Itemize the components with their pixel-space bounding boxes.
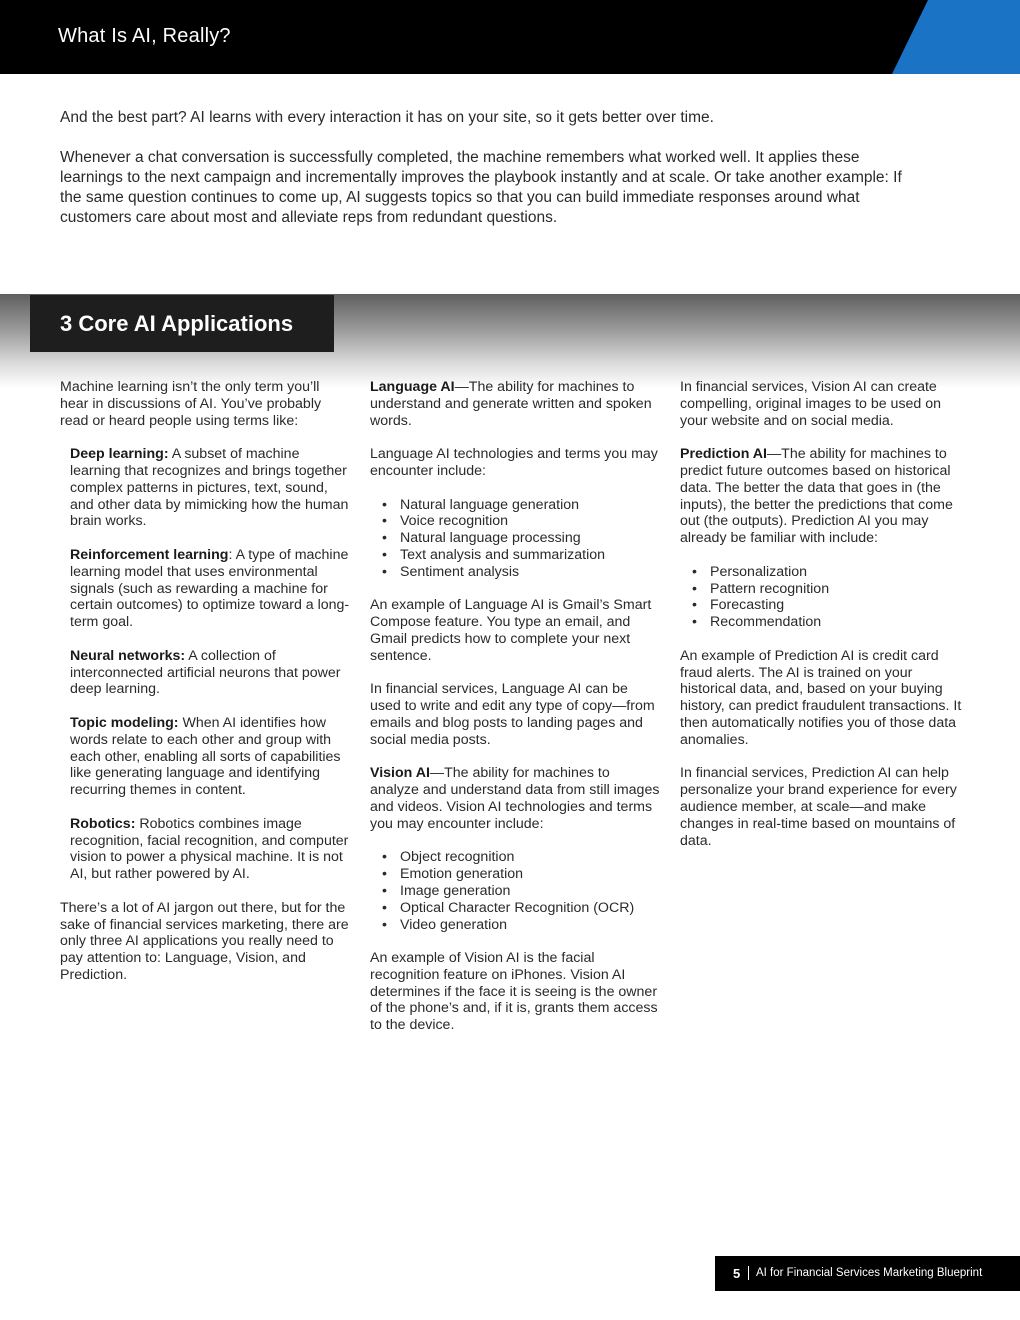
- list-item: [382, 883, 662, 900]
- language-list-intro: Language AI technologies and terms you may encounter include:: [370, 446, 658, 479]
- bullet-dot-icon: •: [382, 899, 387, 916]
- language-ai-term: Language AI: [370, 379, 455, 395]
- list-item-text: Natural language generation: [400, 496, 580, 513]
- column-2: [370, 379, 662, 1051]
- list-item: [692, 614, 970, 631]
- term-robotics: [60, 816, 350, 883]
- term-description: A subset of machine learning that recognizes and brings together complex patterns in pictures, text, sound, and other data by mimicking how the human brain works.: [70, 446, 349, 530]
- bullet-dot-icon: •: [382, 513, 387, 530]
- list-item-text: Voice recognition: [400, 513, 509, 530]
- list-item-text: Personalization: [710, 563, 808, 580]
- prediction-ai-term: Prediction AI: [680, 446, 767, 463]
- vision-ai-financial: In financial services, Vision AI can create compelling, original images to be used on your website and on social media.: [680, 379, 942, 429]
- term-deep-learning: [60, 446, 350, 530]
- term-reinforcement-learning: [60, 547, 350, 631]
- header-accent-shape: [892, 0, 1020, 74]
- col1-intro: Machine learning isn’t the only term you’ll hear in discussions of AI. You’ve probably read or heard people using terms like:: [60, 379, 322, 429]
- list-item: [382, 866, 662, 883]
- term-description: : A type of machine learning model that uses environmental signals (such as rewarding a machine for certain outcomes) to optimize toward a long-term goal.: [70, 546, 350, 631]
- list-item: [382, 564, 662, 581]
- language-ai-definition: [370, 379, 662, 429]
- list-item-text: Text analysis and summarization: [400, 546, 606, 563]
- page-footer: [715, 1256, 1020, 1291]
- intro-text: [60, 108, 920, 248]
- bullet-dot-icon: •: [382, 916, 387, 933]
- list-item-text: Image generation: [400, 882, 511, 899]
- bullet-dot-icon: •: [382, 496, 387, 513]
- bullet-dot-icon: •: [382, 882, 387, 899]
- section-title: 3 Core AI Applications: [60, 311, 294, 336]
- list-item-text: Emotion generation: [400, 866, 524, 883]
- list-item: [382, 530, 662, 547]
- list-item-text: Object recognition: [400, 849, 515, 866]
- column-1: [60, 379, 350, 1000]
- list-item: [382, 513, 662, 530]
- vision-ai-term: Vision AI: [370, 765, 430, 782]
- bullet-dot-icon: •: [382, 563, 387, 580]
- vision-ai-definition: [370, 765, 662, 832]
- list-item: [382, 497, 662, 514]
- prediction-ai-list: [680, 564, 970, 631]
- vision-ai-list: [370, 849, 662, 933]
- bullet-dot-icon: •: [382, 530, 387, 547]
- term-topic-modeling: [60, 715, 350, 799]
- intro-paragraph-2: Whenever a chat conversation is successfully completed, the machine remembers what worked well. It applies these learnings to the next campaign and incrementally improves the playbook instantly and at scale. Or take another example: If the same question continues to come up, AI suggests topics so that you can build immediate responses around what customers care about most and alleviate reps from redundant questions.: [60, 149, 902, 226]
- col1-outro: There’s a lot of AI jargon out there, but for the sake of financial services marketing, there are only three AI applications you really need to pay attention to: Language, Vision, and Prediction.: [60, 899, 349, 983]
- prediction-ai-definition: [680, 446, 970, 547]
- term-label: Neural networks:: [70, 647, 186, 664]
- term-description: A collection of interconnected artificial neurons that power deep learning.: [70, 647, 341, 698]
- list-item: [382, 849, 662, 866]
- list-item-text: Forecasting: [710, 597, 785, 614]
- list-item-text: Optical Character Recognition (OCR): [400, 899, 635, 916]
- term-label: Topic modeling:: [70, 714, 179, 731]
- prediction-ai-financial: In financial services, Prediction AI can help personalize your brand experience for every audience member, at scale—and make changes in real-time based on mountains of data.: [680, 765, 957, 849]
- vision-ai-example: An example of Vision AI is the facial recognition feature on iPhones. Vision AI determines if the face it is seeing is the owner of the phone’s and, if it is, grants them access to the device.: [370, 950, 658, 1034]
- list-item: [692, 581, 970, 598]
- bullet-dot-icon: •: [382, 546, 387, 563]
- document-title: AI for Financial Services Marketing Blueprint: [756, 1267, 983, 1279]
- column-3: [680, 379, 970, 866]
- bullet-dot-icon: •: [692, 563, 697, 580]
- list-item: [382, 547, 662, 564]
- list-item-text: Pattern recognition: [710, 580, 830, 597]
- prediction-ai-desc: —The ability for machines to predict future outcomes based on historical data. The better the data that goes in (the inputs), the better the predictions that come out (the outputs). Prediction AI you may already be familiar with include:: [680, 446, 953, 547]
- bullet-dot-icon: •: [692, 580, 697, 597]
- page-header: [0, 0, 1020, 74]
- term-label: Robotics:: [70, 815, 136, 832]
- list-item-text: Sentiment analysis: [400, 563, 520, 580]
- header-title: What Is AI, Really?: [58, 25, 231, 47]
- list-item: [382, 917, 662, 934]
- language-ai-list: [370, 497, 662, 581]
- term-description: When AI identifies how words relate to each other and group with each other, enabling all sorts of capabilities like generating language and identifying recurring themes in content.: [70, 714, 341, 799]
- bullet-dot-icon: •: [692, 614, 697, 631]
- bullet-dot-icon: •: [382, 849, 387, 866]
- list-item: [692, 564, 970, 581]
- language-ai-financial: In financial services, Language AI can be used to write and edit any type of copy—from emails and blog posts to landing pages and social media posts.: [370, 681, 655, 748]
- language-ai-desc: —The ability for machines to understand and generate written and spoken words.: [370, 379, 652, 429]
- intro-paragraph-1: And the best part? AI learns with every interaction it has on your site, so it gets better over time.: [60, 109, 714, 126]
- list-item: [382, 900, 662, 917]
- bullet-dot-icon: •: [382, 866, 387, 883]
- prediction-ai-example: An example of Prediction AI is credit card fraud alerts. The AI is trained on your historical data, and, based on your buying history, can predict fraudulent transactions. It then automatically notifies you of those data anomalies.: [680, 647, 962, 748]
- bullet-dot-icon: •: [692, 597, 697, 614]
- page-number: 5: [733, 1266, 741, 1281]
- list-item-text: Recommendation: [710, 614, 822, 631]
- list-item-text: Video generation: [400, 916, 508, 933]
- term-label: Reinforcement learning: [70, 546, 229, 563]
- section-title-box: [30, 295, 334, 352]
- term-label: Deep learning:: [70, 446, 169, 463]
- list-item-text: Natural language processing: [400, 530, 581, 547]
- vision-ai-desc: —The ability for machines to analyze and understand data from still images and videos. Vision AI technologies and terms you may encounter include:: [370, 765, 660, 832]
- footer-divider: [748, 1266, 749, 1280]
- term-neural-networks: [60, 648, 350, 698]
- list-item: [692, 597, 970, 614]
- language-ai-example: An example of Language AI is Gmail’s Smart Compose feature. You type an email, and Gmail predicts how to complete your next sentence.: [370, 597, 652, 664]
- term-description: Robotics combines image recognition, facial recognition, and computer vision to power a physical machine. It is not AI, but rather powered by AI.: [70, 815, 349, 883]
